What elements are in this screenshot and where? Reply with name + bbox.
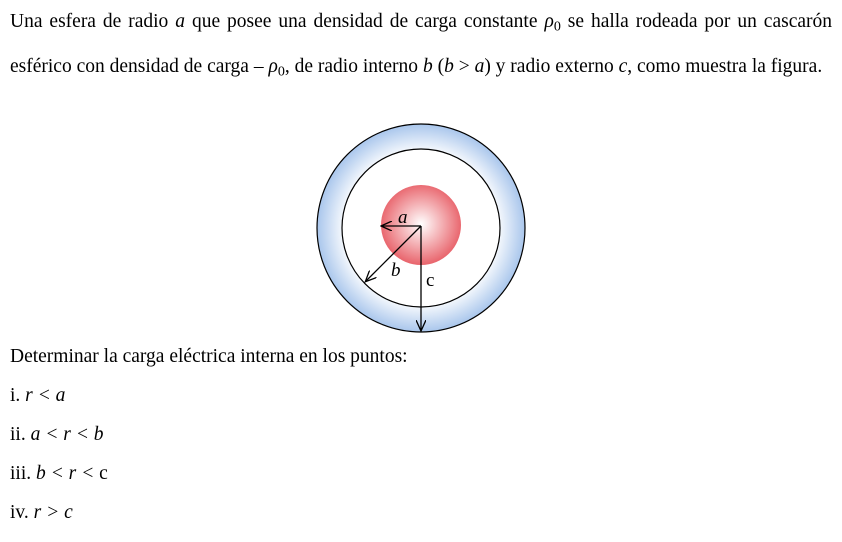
statement-text: , de radio interno xyxy=(284,55,423,77)
subscript-zero: 0 xyxy=(277,63,285,79)
statement-text: > xyxy=(453,55,475,77)
variable-a: a xyxy=(175,11,185,32)
label-a: a xyxy=(398,207,408,228)
item-number: iv. xyxy=(10,502,34,523)
variable-c: c xyxy=(618,55,628,77)
label-c: c xyxy=(426,270,435,291)
variable-a: a xyxy=(474,55,485,77)
statement-text: que posee una densidad de carga constante xyxy=(185,11,545,32)
label-b: b xyxy=(391,260,401,281)
subscript-zero: 0 xyxy=(553,18,561,35)
question-prompt: Determinar la carga eléctrica interna en los puntos: xyxy=(10,346,408,367)
statement-text: ) y radio externo xyxy=(484,55,619,77)
list-item xyxy=(10,385,65,407)
variable-b: b xyxy=(444,55,454,77)
symbol-rho: ρ xyxy=(544,11,554,32)
statement-text: , como muestra la figura. xyxy=(627,55,823,77)
list-item xyxy=(10,424,104,446)
statement-text: Una esfera de radio xyxy=(10,11,176,32)
item-number: iii. xyxy=(10,463,37,484)
item-expression-upright: c xyxy=(99,463,108,484)
symbol-rho: ρ xyxy=(268,55,278,77)
item-expression: b < r < xyxy=(36,463,100,484)
list-item xyxy=(10,502,73,524)
variable-b: b xyxy=(422,55,433,77)
item-number: i. xyxy=(10,385,26,406)
item-expression: r > c xyxy=(33,502,73,523)
statement-text: ( xyxy=(432,55,445,77)
item-expression: a < r < b xyxy=(30,424,104,445)
list-item xyxy=(10,463,108,485)
item-number: ii. xyxy=(10,424,31,445)
statement-text: se halla rodeada por un cascarón esférico con densidad de carga – xyxy=(10,11,832,77)
item-expression: r < a xyxy=(25,385,66,406)
